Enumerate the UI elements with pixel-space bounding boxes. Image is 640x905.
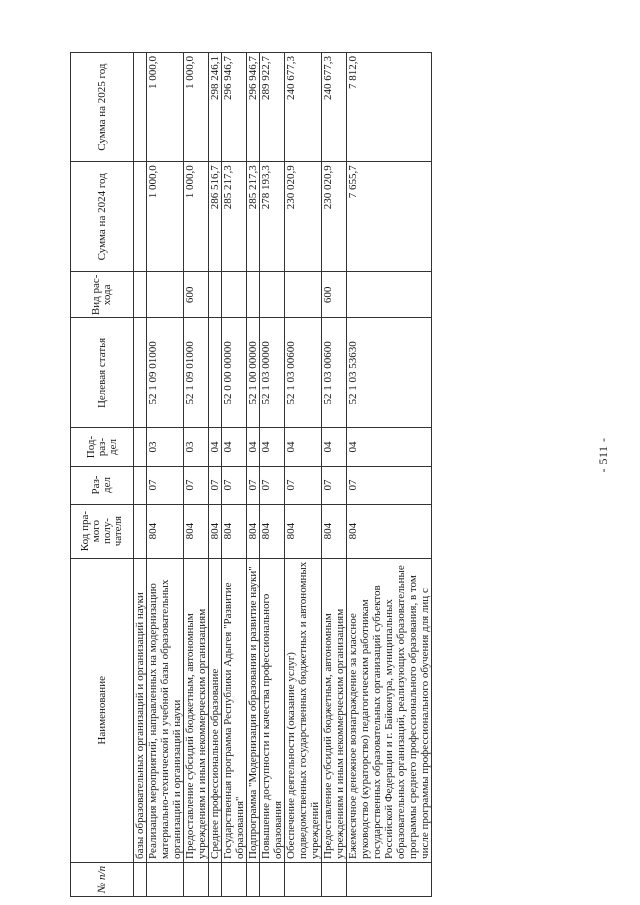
row-recipient-code: 804 <box>322 504 347 558</box>
row-expense-type <box>147 272 184 318</box>
row-name: Реализация мероприятий, направленных на модернизацию материально-технической и учебной базы образовательных организаций и организаций науки <box>147 558 184 862</box>
row-target-article: 52 1 00 00000 <box>247 318 260 428</box>
row-number <box>209 862 222 896</box>
row-sum-2025: 296 946,7 <box>247 53 260 162</box>
header-number: № п/п <box>71 862 134 896</box>
budget-table <box>70 52 432 897</box>
row-sum-2024: 230 020,9 <box>322 162 347 272</box>
row-recipient-code: 804 <box>209 504 222 558</box>
row-number <box>184 862 209 896</box>
row-section: 07 <box>347 466 432 504</box>
row-expense-type <box>347 272 432 318</box>
row-recipient-code: 804 <box>247 504 260 558</box>
row-recipient-code: 804 <box>260 504 285 558</box>
row-sum-2025: 7 812,0 <box>347 53 432 162</box>
row-sum-2024: 278 193,3 <box>260 162 285 272</box>
row-subsection <box>134 428 147 466</box>
row-sum-2024: 7 655,7 <box>347 162 432 272</box>
header-recipient-code: Код пра- мого полу- чателя <box>71 504 134 558</box>
row-recipient-code: 804 <box>147 504 184 558</box>
row-sum-2024: 285 217,3 <box>222 162 247 272</box>
row-sum-2025: 1 000,0 <box>147 53 184 162</box>
row-section: 07 <box>147 466 184 504</box>
header-section: Раз- дел <box>71 466 134 504</box>
row-sum-2024: 285 217,3 <box>247 162 260 272</box>
row-section: 07 <box>222 466 247 504</box>
row-number <box>247 862 260 896</box>
table-row <box>260 53 285 897</box>
row-number <box>285 862 322 896</box>
row-number <box>347 862 432 896</box>
header-sum-2024: Сумма на 2024 год <box>71 162 134 272</box>
row-section: 07 <box>209 466 222 504</box>
row-number <box>222 862 247 896</box>
row-expense-type <box>285 272 322 318</box>
row-number <box>322 862 347 896</box>
row-subsection: 03 <box>147 428 184 466</box>
table-row <box>285 53 322 897</box>
row-name: Предоставление субсидий бюджетным, автономным учреждениям и иным некоммерческим организациям <box>322 558 347 862</box>
row-name: Повышение доступности и качества профессионального образования <box>260 558 285 862</box>
table-row <box>222 53 247 897</box>
row-section: 07 <box>260 466 285 504</box>
row-sum-2024: 286 516,7 <box>209 162 222 272</box>
row-sum-2025: 289 922,7 <box>260 53 285 162</box>
header-sum-2025: Сумма на 2025 год <box>71 53 134 162</box>
table-row <box>247 53 260 897</box>
row-expense-type <box>260 272 285 318</box>
table-row <box>347 53 432 897</box>
row-target-article: 52 1 03 00600 <box>322 318 347 428</box>
header-target-article: Целевая статья <box>71 318 134 428</box>
row-sum-2024: 1 000,0 <box>184 162 209 272</box>
row-name: Среднее профессиональное образование <box>209 558 222 862</box>
table-row <box>322 53 347 897</box>
row-recipient-code: 804 <box>285 504 322 558</box>
row-section: 07 <box>285 466 322 504</box>
row-target-article: 52 1 03 00600 <box>285 318 322 428</box>
row-name: базы образовательных организаций и организаций науки <box>134 558 147 862</box>
row-expense-type: 600 <box>322 272 347 318</box>
row-recipient-code <box>134 504 147 558</box>
row-target-article <box>209 318 222 428</box>
row-target-article <box>134 318 147 428</box>
header-expense-type: Вид рас- хода <box>71 272 134 318</box>
header-subsection: Под- раз- дел <box>71 428 134 466</box>
row-target-article: 52 1 09 01000 <box>184 318 209 428</box>
row-sum-2025: 296 946,7 <box>222 53 247 162</box>
row-target-article: 52 1 03 00000 <box>260 318 285 428</box>
row-expense-type <box>247 272 260 318</box>
row-recipient-code: 804 <box>347 504 432 558</box>
row-recipient-code: 804 <box>184 504 209 558</box>
row-sum-2024: 230 020,9 <box>285 162 322 272</box>
row-subsection: 04 <box>247 428 260 466</box>
row-sum-2025: 240 677,3 <box>322 53 347 162</box>
row-expense-type: 600 <box>184 272 209 318</box>
row-number <box>260 862 285 896</box>
row-expense-type <box>222 272 247 318</box>
table-row <box>184 53 209 897</box>
row-name: Ежемесячное денежное вознаграждение за классное руководство (кураторство) педагогическим работникам государственных образовательных организаций субъектов Российской Федерации и г. Байконура, муниципальных образовательных организаций, реализующих образовательные программы среднего профессионального образования, в том числе программы профессионального обучения для лиц с <box>347 558 432 862</box>
row-subsection: 04 <box>347 428 432 466</box>
row-name: Государственная программа Республики Адыгея "Развитие образования" <box>222 558 247 862</box>
row-target-article: 52 1 09 01000 <box>147 318 184 428</box>
row-sum-2025: 1 000,0 <box>184 53 209 162</box>
row-expense-type <box>209 272 222 318</box>
table-row <box>147 53 184 897</box>
table-row <box>134 53 147 897</box>
row-sum-2025 <box>134 53 147 162</box>
row-name: Обеспечение деятельности (оказание услуг) подведомственных государственных бюджетных и автономных учреждений <box>285 558 322 862</box>
row-name: Подпрограмма "Модернизация образования и развитие науки" <box>247 558 260 862</box>
row-section: 07 <box>247 466 260 504</box>
row-subsection: 04 <box>222 428 247 466</box>
row-expense-type <box>134 272 147 318</box>
row-target-article: 52 1 03 53630 <box>347 318 432 428</box>
row-subsection: 03 <box>184 428 209 466</box>
row-number <box>134 862 147 896</box>
table-header-row <box>71 53 134 897</box>
row-target-article: 52 0 00 00000 <box>222 318 247 428</box>
row-sum-2024 <box>134 162 147 272</box>
page-number: - 511 - <box>596 437 610 473</box>
row-subsection: 04 <box>285 428 322 466</box>
row-sum-2025: 298 246,1 <box>209 53 222 162</box>
row-name: Предоставление субсидий бюджетным, автономным учреждениям и иным некоммерческим организациям <box>184 558 209 862</box>
row-subsection: 04 <box>260 428 285 466</box>
row-sum-2024: 1 000,0 <box>147 162 184 272</box>
row-sum-2025: 240 677,3 <box>285 53 322 162</box>
row-recipient-code: 804 <box>222 504 247 558</box>
row-section: 07 <box>322 466 347 504</box>
header-name: Наименование <box>71 558 134 862</box>
table-row <box>209 53 222 897</box>
row-number <box>147 862 184 896</box>
row-subsection: 04 <box>322 428 347 466</box>
row-subsection: 04 <box>209 428 222 466</box>
row-section: 07 <box>184 466 209 504</box>
row-section <box>134 466 147 504</box>
